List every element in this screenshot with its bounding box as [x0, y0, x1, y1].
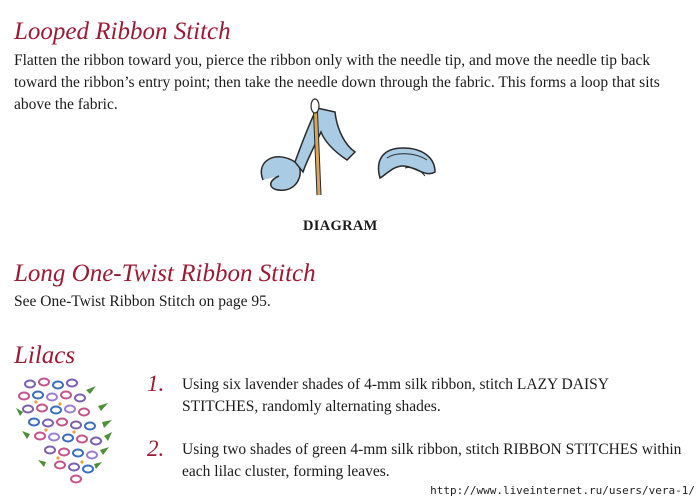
step-number-1: 1. [147, 371, 165, 396]
source-url-watermark: http://www.liveinternet.ru/users/vera-1/ [430, 484, 695, 497]
section-title-long-one-twist-ribbon-stitch: Long One-Twist Ribbon Stitch [14, 260, 316, 287]
step-number-2: 2. [147, 436, 165, 461]
section-title-looped-ribbon-stitch: Looped Ribbon Stitch [14, 18, 231, 45]
ribbon-and-needle-illustration [261, 99, 355, 195]
step-text-2: Using two shades of green 4-mm silk ribbon, stitch RIBBON STITCHES within each lilac cluster, forming leaves. [182, 441, 682, 480]
long-one-twist-instructions: See One-Twist Ribbon Stitch on page 95. [14, 293, 271, 310]
diagram-caption: DIAGRAM [303, 218, 378, 234]
finished-loop-illustration [379, 148, 435, 178]
lilac-cluster-illustration [16, 376, 116, 486]
section-title-lilacs: Lilacs [14, 342, 76, 369]
looped-ribbon-diagram [255, 100, 455, 205]
step-text-1: Using six lavender shades of 4-mm silk ribbon, stitch LAZY DAISY STITCHES, randomly alternating shades. [182, 376, 609, 415]
looped-ribbon-stitch-instructions: Flatten the ribbon toward you, pierce the ribbon only with the needle tip, and move the needle tip back toward the ribbon’s entry point; then take the needle down through the fabric. This forms a loop that sits above the fabric. [14, 52, 660, 113]
